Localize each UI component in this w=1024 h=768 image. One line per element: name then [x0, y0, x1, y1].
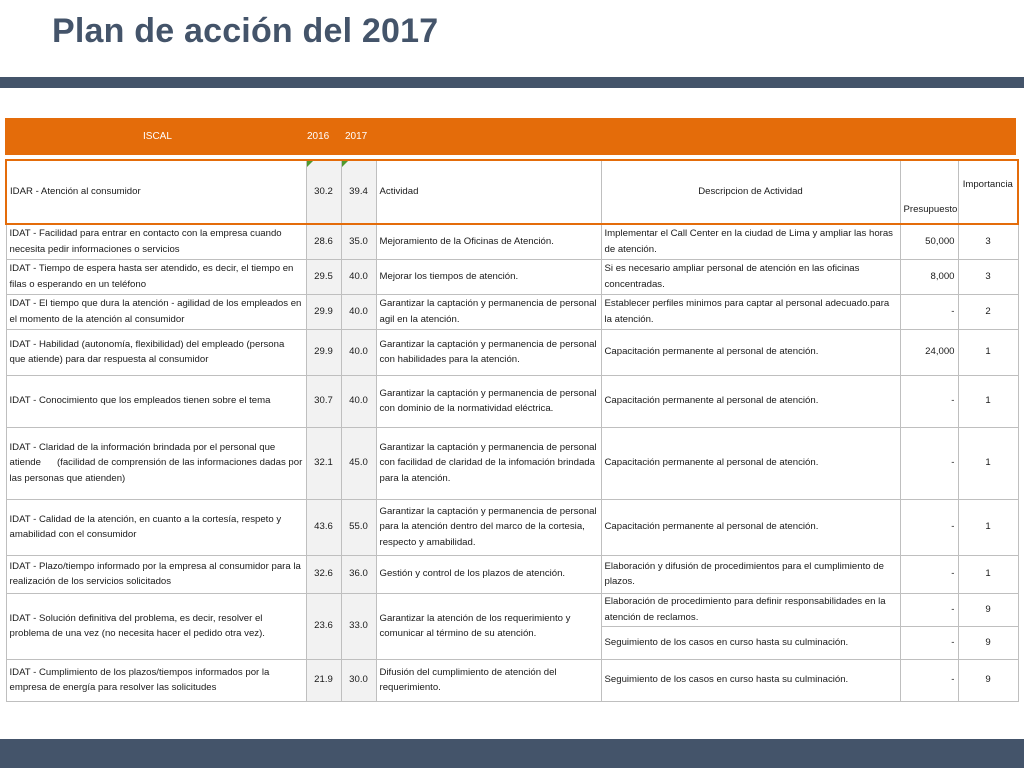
cell-2017: 36.0: [341, 555, 376, 593]
cell-2017: 33.0: [341, 593, 376, 659]
cell-presupuesto: -: [900, 375, 958, 427]
cell-importancia: 9: [958, 626, 1018, 659]
cell-descripcion: Seguimiento de los casos en curso hasta su culminación.: [601, 626, 900, 659]
cell-actividad: Garantizar la captación y permanencia de personal agil en la atención.: [376, 294, 601, 329]
page-title: Plan de acción del 2017: [52, 12, 439, 50]
table-row: [6, 427, 1018, 499]
cell-2016: 32.1: [306, 427, 341, 499]
col-header-2016: [306, 160, 341, 224]
cell-presupuesto: -: [900, 593, 958, 626]
cell-2016: 32.6: [306, 555, 341, 593]
footer-bar: [0, 739, 1024, 768]
cell-actividad: Garantizar la captación y permanencia de personal con habilidades para la atención.: [376, 329, 601, 375]
cell-indicador: IDAT - Facilidad para entrar en contacto con la empresa cuando necesita pedir informaciones o servicios: [6, 224, 306, 259]
table-row: [6, 659, 1018, 701]
cell-indicador: IDAT - Conocimiento que los empleados tienen sobre el tema: [6, 375, 306, 427]
cell-importancia: 1: [958, 375, 1018, 427]
table-header-row: [6, 160, 1018, 224]
cell-presupuesto: 50,000: [900, 224, 958, 259]
cell-importancia: 1: [958, 427, 1018, 499]
header-band-2016: 2016: [307, 131, 330, 142]
table-row: [6, 593, 1018, 626]
cell-actividad: Garantizar la captación y permanencia de personal con dominio de la normatividad eléctrica.: [376, 375, 601, 427]
cell-2016: 43.6: [306, 499, 341, 555]
comment-marker-icon: [307, 161, 313, 167]
table-row: [6, 329, 1018, 375]
cell-importancia: 3: [958, 259, 1018, 294]
cell-2016: 29.9: [306, 294, 341, 329]
cell-indicador: IDAT - Habilidad (autonomía, flexibilidad) del empleado (persona que atiende) para dar respuesta al consumidor: [6, 329, 306, 375]
cell-descripcion: Capacitación permanente al personal de atención.: [601, 329, 900, 375]
cell-2016: 30.7: [306, 375, 341, 427]
cell-descripcion: Implementar el Call Center en la ciudad de Lima y ampliar las horas de atención.: [601, 224, 900, 259]
cell-presupuesto: -: [900, 659, 958, 701]
header-band: [5, 118, 1016, 155]
col-header-2017-value: 39.4: [349, 186, 368, 198]
cell-importancia: 9: [958, 593, 1018, 626]
cell-2017: 45.0: [341, 427, 376, 499]
cell-2017: 40.0: [341, 259, 376, 294]
cell-2017: 30.0: [341, 659, 376, 701]
table-row: [6, 224, 1018, 259]
cell-presupuesto: -: [900, 555, 958, 593]
cell-descripcion: Elaboración de procedimiento para definir responsabilidades en la atención de reclamos.: [601, 593, 900, 626]
cell-importancia: 2: [958, 294, 1018, 329]
col-header-presupuesto: Presupuesto: [900, 160, 958, 224]
cell-actividad: Mejorar los tiempos de atención.: [376, 259, 601, 294]
col-header-actividad: Actividad: [376, 160, 601, 224]
cell-descripcion: Si es necesario ampliar personal de atención en las oficinas concentradas.: [601, 259, 900, 294]
cell-presupuesto: -: [900, 499, 958, 555]
cell-descripcion: Establecer perfiles minimos para captar al personal adecuado.para la atención.: [601, 294, 900, 329]
col-header-indicador: IDAR - Atención al consumidor: [6, 160, 306, 224]
cell-2017: 40.0: [341, 294, 376, 329]
action-plan-table: [5, 159, 1019, 702]
table-row: [6, 259, 1018, 294]
cell-presupuesto: -: [900, 427, 958, 499]
cell-2016: 29.9: [306, 329, 341, 375]
cell-indicador: IDAT - Claridad de la información brindada por el personal que atiende (facilidad de comprensión de las informaciones dadas por las personas que atienden): [6, 427, 306, 499]
cell-importancia: 9: [958, 659, 1018, 701]
cell-presupuesto: 8,000: [900, 259, 958, 294]
cell-descripcion: Elaboración y difusión de procedimientos para el cumplimiento de plazos.: [601, 555, 900, 593]
header-band-2017: 2017: [345, 131, 368, 142]
cell-actividad: Garantizar la captación y permanencia de personal con facilidad de claridad de la infomación brindada para la atención.: [376, 427, 601, 499]
cell-indicador: IDAT - Solución definitiva del problema, es decir, resolver el problema de una vez (no necesita hacer el pedido otra vez).: [6, 593, 306, 659]
cell-2016: 28.6: [306, 224, 341, 259]
cell-2017: 40.0: [341, 375, 376, 427]
cell-actividad: Difusión del cumplimiento de atención del requerimiento.: [376, 659, 601, 701]
cell-indicador: IDAT - Tiempo de espera hasta ser atendido, es decir, el tiempo en filas o esperando en un teléfono: [6, 259, 306, 294]
table-row: [6, 375, 1018, 427]
cell-2016: 21.9: [306, 659, 341, 701]
cell-actividad: Garantizar la atención de los requerimiento y comunicar al término de su atención.: [376, 593, 601, 659]
cell-descripcion: Capacitación permanente al personal de atención.: [601, 499, 900, 555]
cell-2016: 23.6: [306, 593, 341, 659]
cell-importancia: 3: [958, 224, 1018, 259]
cell-2017: 55.0: [341, 499, 376, 555]
table-row: [6, 294, 1018, 329]
table-row: [6, 555, 1018, 593]
cell-2016: 29.5: [306, 259, 341, 294]
cell-2017: 35.0: [341, 224, 376, 259]
cell-importancia: 1: [958, 499, 1018, 555]
col-header-importancia: Importancia: [958, 160, 1018, 224]
cell-descripcion: Capacitación permanente al personal de atención.: [601, 427, 900, 499]
col-header-descripcion: Descripcion de Actividad: [601, 160, 900, 224]
table-row: [6, 499, 1018, 555]
cell-presupuesto: -: [900, 294, 958, 329]
cell-descripcion: Capacitación permanente al personal de atención.: [601, 375, 900, 427]
cell-actividad: Garantizar la captación y permanencia de personal para la atención dentro del marco de la cortesia, respecto y amabilidad.: [376, 499, 601, 555]
cell-indicador: IDAT - Plazo/tiempo informado por la empresa al consumidor para la realización de los servicios solicitados: [6, 555, 306, 593]
cell-importancia: 1: [958, 329, 1018, 375]
comment-marker-icon: [342, 161, 348, 167]
cell-actividad: Gestión y control de los plazos de atención.: [376, 555, 601, 593]
col-header-2017: [341, 160, 376, 224]
cell-indicador: IDAT - Calidad de la atención, en cuanto a la cortesía, respeto y amabilidad con el consumidor: [6, 499, 306, 555]
cell-presupuesto: -: [900, 626, 958, 659]
cell-descripcion: Seguimiento de los casos en curso hasta su culminación.: [601, 659, 900, 701]
cell-2017: 40.0: [341, 329, 376, 375]
header-band-label: ISCAL: [143, 131, 172, 142]
cell-actividad: Mejoramiento de la Oficinas de Atención.: [376, 224, 601, 259]
col-header-2016-value: 30.2: [314, 186, 333, 198]
cell-indicador: IDAT - Cumplimiento de los plazos/tiempos informados por la empresa de energía para resolver las solicitudes: [6, 659, 306, 701]
cell-presupuesto: 24,000: [900, 329, 958, 375]
title-divider-bar: [0, 77, 1024, 88]
cell-indicador: IDAT - El tiempo que dura la atención - agilidad de los empleados en el momento de la atención al consumidor: [6, 294, 306, 329]
cell-importancia: 1: [958, 555, 1018, 593]
